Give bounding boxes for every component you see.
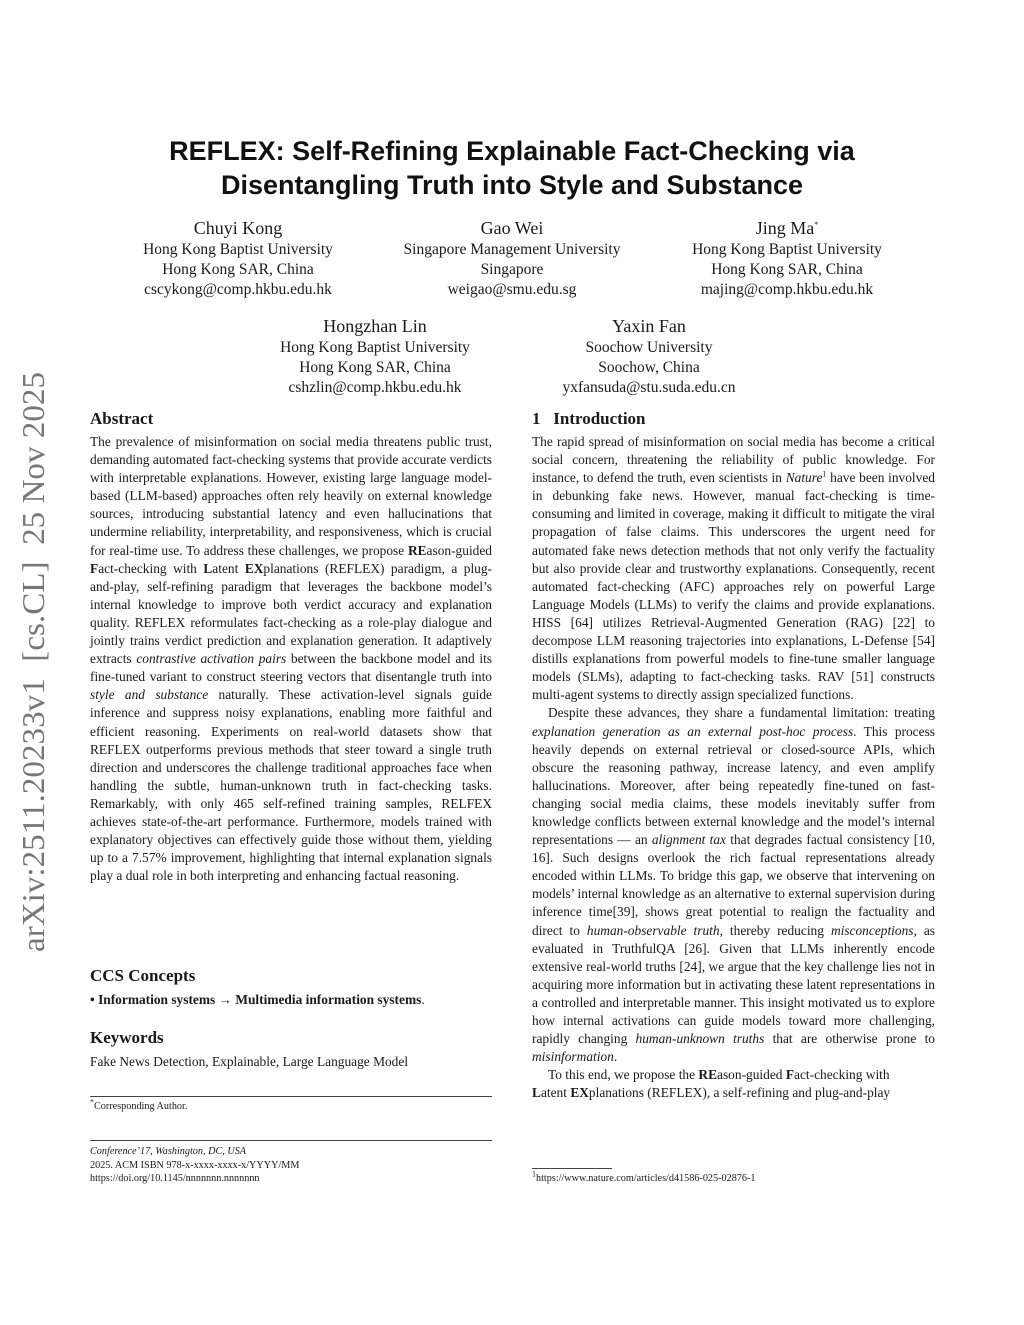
corresponding-mark: * — [814, 220, 819, 229]
text-run: , as evaluated in TruthfulQA [26]. Given that LLMs inherently encode extensive real-world truths [24], we argue that the key challenge lies not in acquiring more information but in activating these latent representations in a controlled and interpretable manner. This insight motivated us to explore how internal activations can guide models toward more challenging, rapidly changing — [532, 922, 935, 1047]
text-run: between the backbone model and its fine-tuned variant to construct steering vectors that disentangle truth into — [90, 651, 493, 685]
footnote-rule — [532, 1168, 612, 1169]
author-block — [637, 216, 937, 300]
author-name: Hongzhan Lin — [323, 316, 427, 336]
emphasis: misinformation — [532, 1049, 614, 1065]
text-run: ason-guided — [717, 1067, 786, 1083]
intro-paragraph — [532, 704, 935, 1066]
text-run: . This process heavily depends on external retrieval or closed-source APIs, which obscure the reasoning pathway, increase latency, and even amplify hallucinations. Moreover, after being repeatedly fine-tuned on fast-changing social media claims, these models inevitably suffer from knowledge conflicts between external knowledge and the model’s internal representations — an — [532, 723, 935, 848]
emphasis: Nature — [785, 470, 823, 486]
text-run: To this end, we propose the — [548, 1067, 699, 1083]
text-run: act-checking with — [98, 560, 204, 576]
author-name: Yaxin Fan — [612, 316, 686, 336]
author-email: cshzlin@comp.hkbu.edu.hk — [288, 379, 462, 396]
text-run: ason-guided — [426, 542, 492, 558]
author-affiliation: Hong Kong Baptist University — [692, 241, 882, 258]
author-block — [499, 314, 799, 398]
text-run: naturally. These activation-level signals guide inference and suppress noisy explanations, enabling more faithful and efficient reasoning. Experiments on real-world datasets show that REFLEX outperforms previous methods that steer toward a single truth direction and underscores the challenge traditional approaches face when handling the subtle, human-unknown truth in fact-checking tasks. Remarkably, with only 465 self-refined training samples, RELFEX achieves state-of-the-art performance. Furthermore, models trained with explanatory objectives can effectively guide those without them, yielding up to a 7.57% improvement, highlighting that internal explanation signals play a dual role in both interpreting and enhancing factual reasoning. — [90, 687, 493, 884]
acronym-letter: RE — [407, 542, 427, 558]
ccs-concepts — [90, 991, 492, 1009]
abstract-body — [90, 433, 492, 885]
footnote-mark: * — [90, 1097, 94, 1107]
author-location: Soochow, China — [598, 359, 700, 376]
keywords-heading: Keywords — [90, 1028, 164, 1047]
arxiv-stamp-text: arXiv:2511.20233v1 [cs.CL] 25 Nov 2025 — [15, 391, 51, 952]
text-run: , thereby reducing — [719, 922, 831, 938]
acronym-letter: F — [90, 560, 99, 576]
author-block — [362, 216, 662, 300]
acronym-letter: L — [532, 1085, 541, 1101]
footnote-url[interactable]: https://www.nature.com/articles/d41586-025-02876-1 — [536, 1173, 756, 1184]
abstract-heading: Abstract — [90, 409, 154, 428]
arrow-icon: → — [218, 992, 232, 1007]
period: . — [421, 992, 425, 1007]
text-run: The prevalence of misinformation on social media threatens public trust, demanding automated fact-checking systems that provide accurate verdicts with interpretable explanations. However, existing large language model-based (LLM-based) approaches often rely heavily on external knowledge sources, introducing substantial latency and even hallucinations that undermine reliability, interpretability, and responsiveness, which is crucial for real-time use. To address these challenges, we propose — [90, 434, 492, 558]
author-block — [88, 216, 388, 300]
paper-title — [0, 134, 1024, 202]
emphasis: human-unknown truths — [635, 1031, 765, 1047]
footnote-rule — [90, 1096, 492, 1097]
doi-link[interactable]: https://doi.org/10.1145/nnnnnnn.nnnnnnn — [90, 1173, 260, 1185]
arxiv-stamp — [13, 371, 53, 953]
footnote-text: Corresponding Author. — [94, 1101, 188, 1112]
emphasis: explanation generation as an external post-hoc process — [532, 723, 854, 739]
conference-rule — [90, 1140, 492, 1141]
author-location: Singapore — [480, 261, 544, 278]
acronym-letter: EX — [570, 1085, 589, 1101]
section-title: Introduction — [553, 409, 646, 428]
author-name: Chuyi Kong — [193, 218, 283, 238]
isbn-line: 2025. ACM ISBN 978-x-xxxx-xxxx-x/YYYY/MM — [90, 1159, 300, 1171]
author-block — [225, 314, 525, 398]
title-line-2: Disentangling Truth into Style and Substance — [220, 170, 804, 200]
emphasis: misconceptions — [830, 922, 914, 938]
text-run: planations (REFLEX), a self-refining and plug-and-play — [588, 1085, 891, 1101]
emphasis: contrastive activation pairs — [136, 651, 287, 667]
emphasis: style and substance — [90, 687, 209, 703]
text-run: The rapid spread of misinformation on social media has become a critical social concern, threatening the reliability of public knowledge. For instance, to defend the truth, even scientists in — [532, 434, 935, 486]
footnote-ref[interactable]: 1 — [822, 469, 827, 479]
ccs-item: Information systems — [98, 992, 216, 1007]
text-run: have been involved in debunking fake news. However, manual fact-checking is time-consuming and limited in coverage, making it difficult to mitigate the viral propagation of false claims. This underscores the urgent need for automated fake news detection methods that not only verify the factuality but also provide clear and trustworthy explanations. Consequently, recent automated fact-checking (AFC) approaches rely on powerful Large Language Models (LLMs) to verify the claims and provide explanations. HISS [64] utilizes Retrieval-Augmented Generation (RAG) [22] to decompose LLM reasoning trajectories into explanations, L-Defense [54] distills explanations from powerful models to fine-tune smaller language models (SLMs), adapting to fact-checking tasks. RAV [51] constructs multi-agent systems to directly assign specialized functions. — [532, 470, 935, 703]
arxiv-stamp-graphic — [13, 371, 53, 953]
text-run: act-checking with — [794, 1067, 890, 1083]
introduction-heading — [532, 408, 646, 430]
section-number: 1 — [532, 409, 541, 428]
author-location: Hong Kong SAR, China — [299, 359, 451, 376]
author-name — [637, 216, 937, 240]
ccs-item: Multimedia information systems — [235, 992, 422, 1007]
text-run: atent — [212, 560, 245, 576]
abstract-paragraph — [90, 433, 492, 885]
emphasis: alignment tax — [651, 832, 726, 848]
footnote-corresponding — [90, 1097, 188, 1114]
author-email: yxfansuda@stu.suda.edu.cn — [562, 379, 736, 396]
author-name: Gao Wei — [480, 218, 544, 238]
ccs-heading: CCS Concepts — [90, 966, 196, 985]
author-affiliation: Singapore Management University — [403, 241, 621, 258]
author-email: cscykong@comp.hkbu.edu.hk — [144, 281, 332, 298]
text-run: . — [613, 1049, 618, 1065]
intro-paragraph — [532, 1066, 935, 1102]
text-run: that degrades factual consistency [10, 16]. Such designs overlook the rich factual representations already encoded within LLMs. To bridge this gap, we observe that intervening on models’ internal knowledge as an alternative to external supervision during inference time[39], shows great potential to realign the factuality and direct to — [532, 832, 935, 938]
author-location: Hong Kong SAR, China — [162, 261, 314, 278]
author-affiliation: Hong Kong Baptist University — [143, 241, 333, 258]
author-email: weigao@smu.edu.sg — [447, 281, 577, 298]
author-affiliation: Hong Kong Baptist University — [280, 339, 470, 356]
intro-paragraph — [532, 433, 935, 704]
acronym-letter: L — [203, 560, 213, 576]
footnote-nature — [532, 1169, 756, 1186]
conference-line: Conference’17, Washington, DC, USA — [90, 1146, 247, 1157]
author-location: Hong Kong SAR, China — [711, 261, 863, 278]
footnote-mark: 1 — [532, 1169, 536, 1179]
author-email: majing@comp.hkbu.edu.hk — [700, 281, 874, 298]
acronym-letter: EX — [244, 560, 264, 576]
emphasis: human-observable truth — [586, 922, 720, 938]
keywords-text: Fake News Detection, Explainable, Large Language Model — [90, 1054, 409, 1069]
conference-info — [90, 1145, 299, 1186]
acronym-letter: RE — [698, 1067, 718, 1083]
title-line-1: REFLEX: Self-Refining Explainable Fact-Checking via — [169, 136, 855, 166]
text-run: Despite these advances, they share a fundamental limitation: treating — [548, 705, 935, 721]
text-run: atent — [540, 1085, 571, 1101]
bullet: • — [90, 992, 95, 1007]
author-affiliation: Soochow University — [585, 339, 713, 356]
introduction-body — [532, 433, 935, 1102]
text-run: that are otherwise prone to — [764, 1031, 935, 1047]
text-run: planations (REFLEX) paradigm, a plug-and-play, self-refining paradigm that leverages the backbone model’s internal knowledge to improve both verdict accuracy and explanation quality. REFLEX reformulates fact-checking as a role-play dialogue and jointly trains verdict prediction and explanation generation. It adaptively extracts — [90, 560, 493, 667]
author-name-text: Jing Ma — [755, 218, 815, 238]
acronym-letter: F — [785, 1067, 795, 1083]
